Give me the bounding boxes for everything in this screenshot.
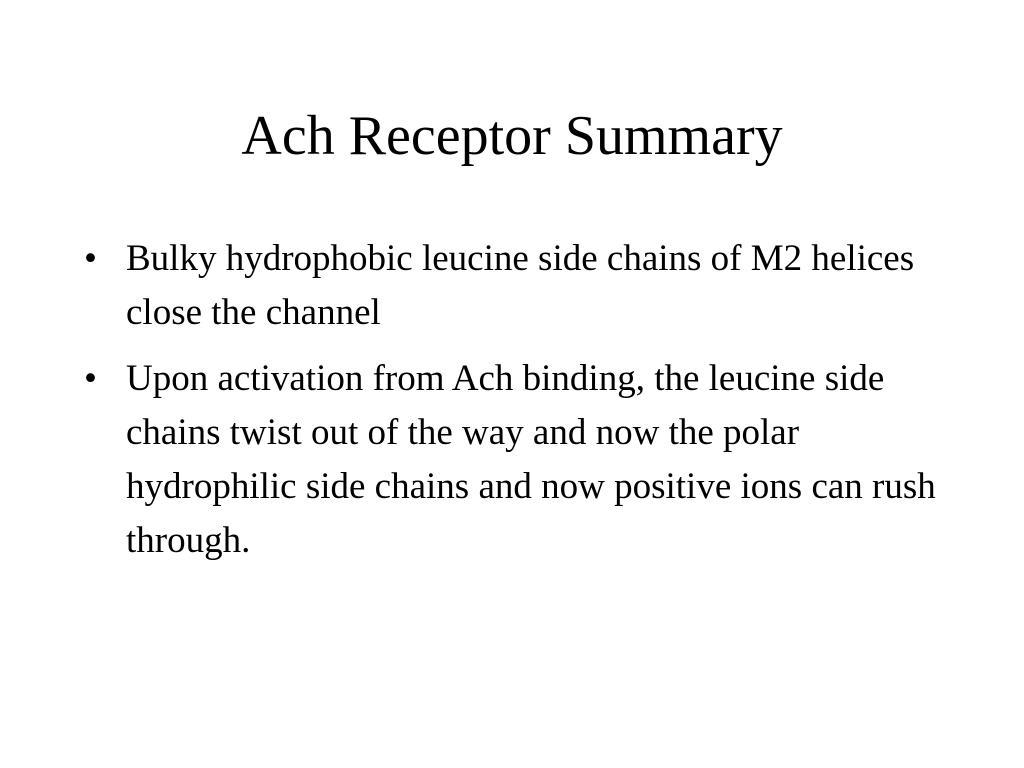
bullet-text-1: Bulky hydrophobic leucine side chains of M2 helices close the channel — [126, 238, 915, 333]
slide-title: Ach Receptor Summary — [241, 105, 783, 167]
bullet-marker: • — [84, 358, 97, 399]
bullet-text-2: Upon activation from Ach binding, the leucine side chains twist out of the way and now the polar hydrophilic side chains and now positive ions can rush through. — [126, 358, 936, 561]
bullet-item-2 — [84, 352, 944, 568]
bullet-marker: • — [84, 238, 97, 279]
bullet-list — [84, 232, 944, 580]
bullet-item-1 — [84, 232, 944, 340]
